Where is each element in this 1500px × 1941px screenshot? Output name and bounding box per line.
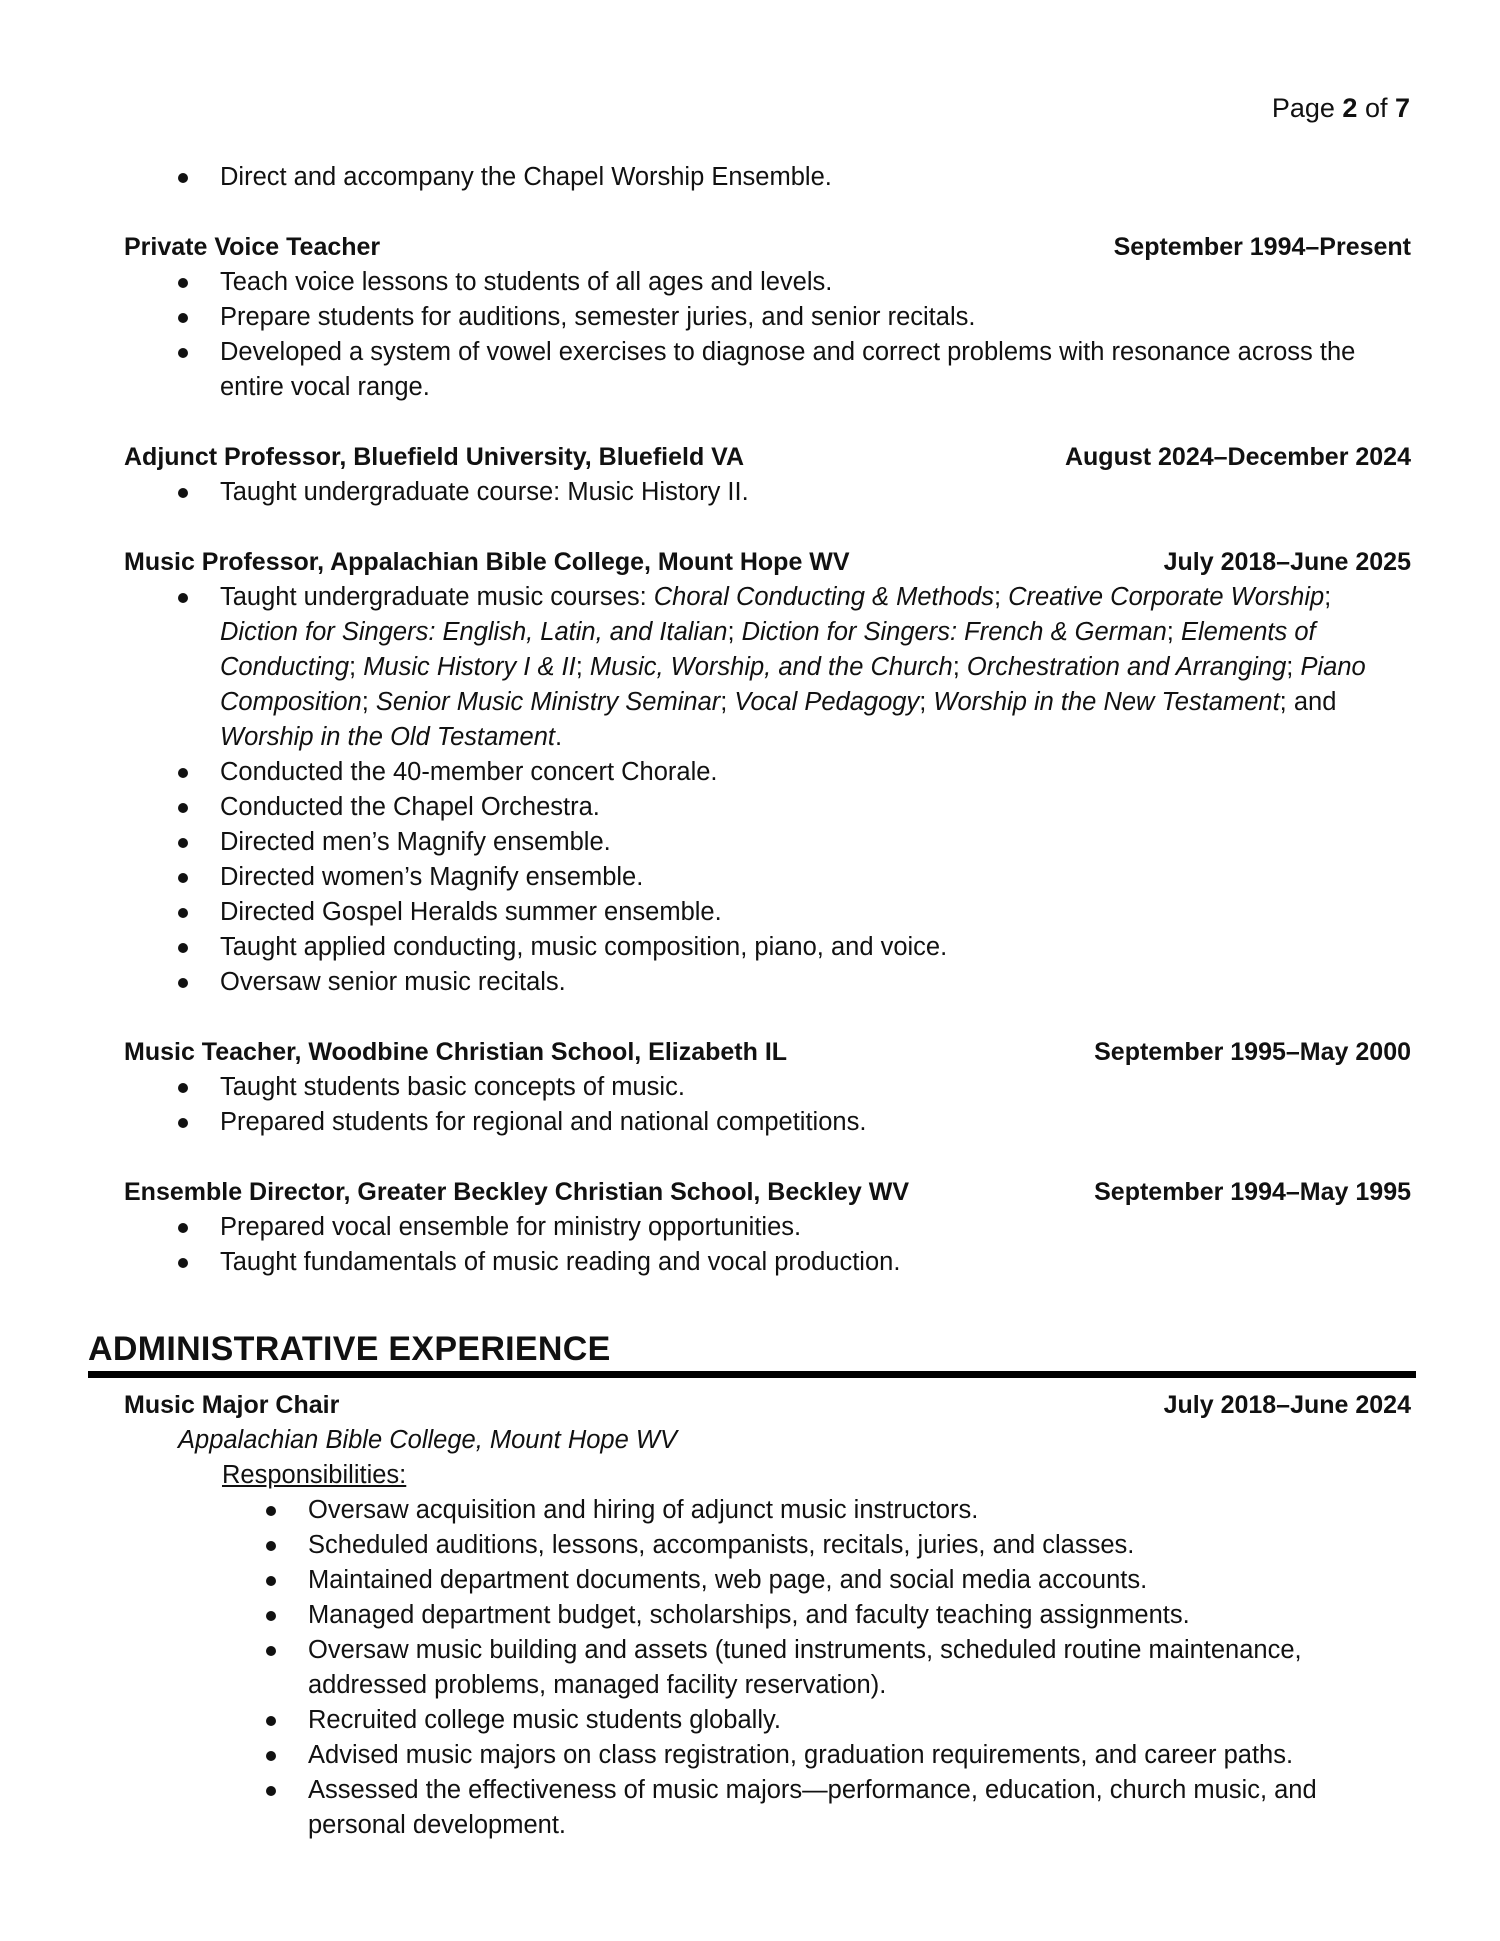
course-name: Music History I & II [363, 653, 576, 681]
course-name: Senior Music Ministry Seminar [375, 688, 721, 716]
bullet-item: Maintained department documents, web page, and social media accounts. [266, 1563, 1411, 1598]
course-name: Piano Composition [220, 653, 1366, 716]
bullet-item: Developed a system of vowel exercises to diagnose and correct problems with resonance across the entire vocal range. [178, 335, 1411, 405]
course-name: Elements of Conducting [220, 618, 1316, 681]
job-title: Private Voice Teacher [124, 233, 381, 261]
job-bullets [178, 265, 1411, 405]
job-dates: September 1994–Present [1113, 233, 1411, 261]
job-bullets [178, 1070, 1411, 1140]
bullet-item: Direct and accompany the Chapel Worship Ensemble. [178, 160, 1411, 195]
job-dates: July 2018–June 2024 [1163, 1391, 1411, 1419]
bullet-item: Managed department budget, scholarships, and faculty teaching assignments. [266, 1598, 1411, 1633]
section-heading-administrative: ADMINISTRATIVE EXPERIENCE [88, 1329, 1416, 1378]
job-dates: August 2024–December 2024 [1064, 443, 1411, 471]
course-name: Diction for Singers: French & German [741, 618, 1167, 646]
resume-content [0, 160, 1500, 1843]
bullet-item: Scheduled auditions, lessons, accompanists, recitals, juries, and classes. [266, 1528, 1411, 1563]
carry-over-bullets [178, 160, 1411, 195]
job-header [124, 1175, 1411, 1210]
bullet-item: Conducted the 40-member concert Chorale. [178, 755, 1411, 790]
bullet-item: Directed women’s Magnify ensemble. [178, 860, 1411, 895]
bullet-item: Oversaw acquisition and hiring of adjunct music instructors. [266, 1493, 1411, 1528]
responsibilities-label: Responsibilities: [222, 1461, 407, 1489]
bullet-item: Directed Gospel Heralds summer ensemble. [178, 895, 1411, 930]
job-title: Music Professor, Appalachian Bible College, Mount Hope WV [124, 548, 850, 576]
job-header [124, 1035, 1411, 1070]
bullet-item: Oversaw music building and assets (tuned instruments, scheduled routine maintenance, addressed problems, managed facility reservation). [266, 1633, 1411, 1703]
job-header [124, 545, 1411, 580]
bullet-item: Conducted the Chapel Orchestra. [178, 790, 1411, 825]
job-bullets [178, 580, 1411, 1000]
course-name: Worship in the Old Testament [220, 723, 555, 751]
bullet-item: Prepare students for auditions, semester juries, and senior recitals. [178, 300, 1411, 335]
bullet-item: Directed men’s Magnify ensemble. [178, 825, 1411, 860]
job-dates: September 1994–May 1995 [1094, 1178, 1411, 1206]
course-name: Diction for Singers: English, Latin, and Italian [220, 618, 728, 646]
job-title: Adjunct Professor, Bluefield University, Bluefield VA [124, 443, 745, 471]
bullet-item: Taught applied conducting, music composition, piano, and voice. [178, 930, 1411, 965]
job-header [124, 440, 1411, 475]
bullet-item: Advised music majors on class registration, graduation requirements, and career paths. [266, 1738, 1411, 1773]
job-title: Ensemble Director, Greater Beckley Christian School, Beckley WV [124, 1178, 910, 1206]
bullet-item: Taught undergraduate course: Music History II. [178, 475, 1411, 510]
course-name: Creative Corporate Worship [1008, 583, 1325, 611]
job-bullets [178, 475, 1411, 510]
responsibility-bullets [266, 1493, 1411, 1843]
bullet-item: Assessed the effectiveness of music majors—performance, education, church music, and personal development. [266, 1773, 1411, 1843]
bullet-item: Taught fundamentals of music reading and vocal production. [178, 1245, 1411, 1280]
course-name: Vocal Pedagogy [734, 688, 920, 716]
job-title: Music Teacher, Woodbine Christian School, Elizabeth IL [124, 1038, 788, 1066]
job-title: Music Major Chair [124, 1391, 340, 1419]
job-dates: July 2018–June 2025 [1163, 548, 1411, 576]
bullet-item: Taught students basic concepts of music. [178, 1070, 1411, 1105]
course-name: Worship in the New Testament [933, 688, 1280, 716]
job-dates: September 1995–May 2000 [1094, 1038, 1411, 1066]
course-name: Choral Conducting & Methods [653, 583, 994, 611]
job-header [124, 230, 1411, 265]
course-name: Music, Worship, and the Church [589, 653, 953, 681]
bullet-item: Oversaw senior music recitals. [178, 965, 1411, 1000]
bullet-item: Teach voice lessons to students of all ages and levels. [178, 265, 1411, 300]
page-number: Page 2 of 7 [1271, 93, 1410, 123]
organization-line: Appalachian Bible College, Mount Hope WV [178, 1426, 677, 1454]
courses-bullet: Taught undergraduate music courses: Choral Conducting & Methods; Creative Corporate Worship; Diction for Singers: English, Latin, and Italian; Diction for Singers: French & German; Elements of Conducting; Music History I & II; Music, Worship, and the Church; Orchestration and Arranging; Piano Composition; Senior Music Ministry Seminar; Vocal Pedagogy; Worship in the New Testament; and Worship in the Old Testament. [178, 580, 1411, 755]
bullet-item: Prepared students for regional and national competitions. [178, 1105, 1411, 1140]
job-bullets [178, 1210, 1411, 1280]
bullet-item: Prepared vocal ensemble for ministry opportunities. [178, 1210, 1411, 1245]
bullet-item: Recruited college music students globally. [266, 1703, 1411, 1738]
course-name: Orchestration and Arranging [966, 653, 1287, 681]
job-header [124, 1388, 1411, 1423]
